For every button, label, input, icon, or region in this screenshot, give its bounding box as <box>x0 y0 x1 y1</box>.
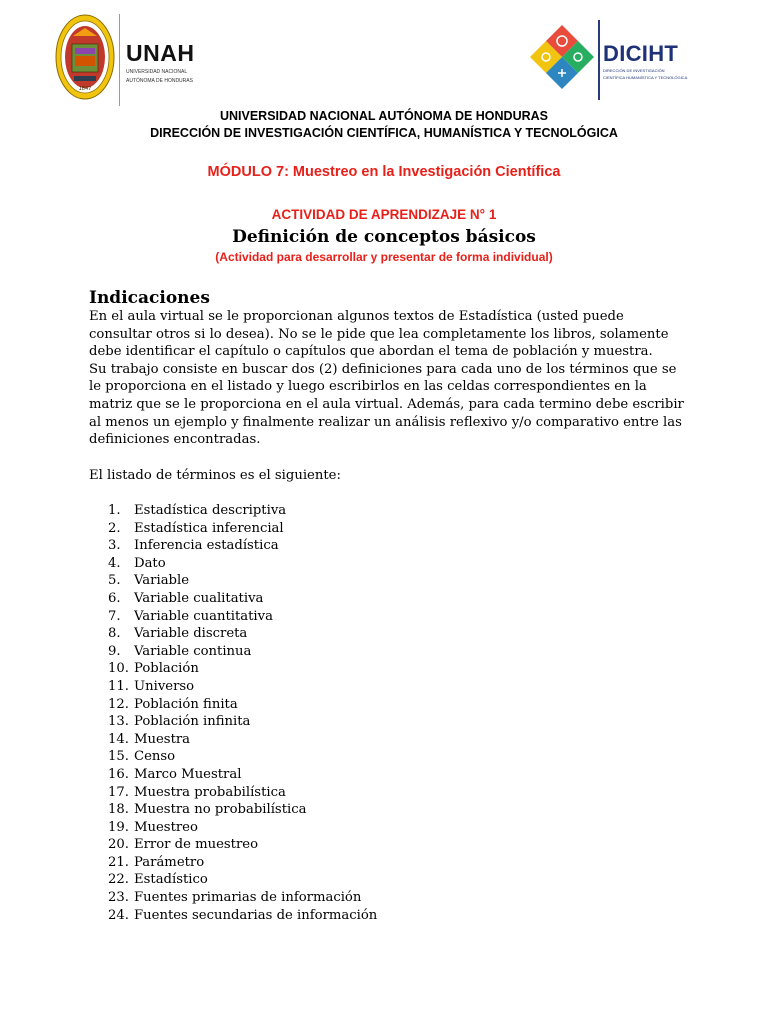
university-name: UNIVERSIDAD NACIONAL AUTÓNOMA DE HONDURAS <box>219 109 548 123</box>
list-item-number: 12. <box>108 696 129 712</box>
list-item <box>108 889 377 907</box>
list-item <box>108 502 377 520</box>
list-item <box>108 748 377 766</box>
list-item-number: 23. <box>108 890 129 906</box>
diciht-logo <box>530 25 594 89</box>
list-item-number: 15. <box>108 749 129 765</box>
list-item-text: Población finita <box>134 696 238 712</box>
list-item <box>108 907 377 925</box>
list-item <box>108 590 377 608</box>
list-item <box>108 854 377 872</box>
list-item-number: 2. <box>108 520 121 536</box>
list-item <box>108 871 377 889</box>
list-item-text: Población <box>134 661 199 677</box>
list-item-text: Muestra <box>134 731 191 747</box>
list-item <box>108 713 377 731</box>
list-item-text: Muestreo <box>134 819 198 835</box>
list-item-number: 20. <box>108 837 129 853</box>
list-item-text: Muestra probabilística <box>134 784 286 800</box>
instructions-paragraph-1: En el aula virtual se le proporcionan algunos textos de Estadística (usted puede consultar otros si lo desea). No se le pide que lea completamente los libros, solamente debe identificar el capítulo o capítulos que abordan el tema de población y muestra. <box>89 309 669 360</box>
unah-seal-logo <box>55 14 115 100</box>
list-item <box>108 731 377 749</box>
list-item-number: 5. <box>108 573 121 589</box>
document-header <box>0 0 768 108</box>
unah-subtitle-line2: AUTÓNOMA DE HONDURAS <box>126 78 193 84</box>
list-item-number: 3. <box>108 538 121 554</box>
list-item-text: Muestra no probabilística <box>134 802 307 818</box>
list-item-number: 4. <box>108 555 121 571</box>
unah-name: UNAH <box>126 40 195 66</box>
activity-note: (Actividad para desarrollar y presentar de forma individual) <box>215 250 553 264</box>
list-item-number: 19. <box>108 819 129 835</box>
unah-subtitle-line1: UNIVERSIDAD NACIONAL <box>126 69 188 75</box>
list-item <box>108 643 377 661</box>
activity-title: ACTIVIDAD DE APRENDIZAJE N° 1 <box>271 207 497 222</box>
list-item <box>108 819 377 837</box>
diciht-wordmark <box>603 42 687 80</box>
list-item-text: Variable discreta <box>134 626 248 642</box>
header-divider <box>119 14 120 106</box>
list-item <box>108 696 377 714</box>
list-item <box>108 678 377 696</box>
list-item-text: Población infinita <box>134 714 251 730</box>
list-item-text: Parámetro <box>134 854 205 870</box>
direction-name: DIRECCIÓN DE INVESTIGACIÓN CIENTÍFICA, HUMANÍSTICA Y TECNOLÓGICA <box>150 126 618 140</box>
list-intro: El listado de términos es el siguiente: <box>89 468 341 483</box>
list-item <box>108 836 377 854</box>
instructions-heading: Indicaciones <box>89 288 210 308</box>
unah-seal-year: 1847 <box>78 86 92 92</box>
list-item-number: 22. <box>108 872 129 888</box>
list-item-text: Error de muestreo <box>134 837 259 853</box>
list-item <box>108 766 377 784</box>
list-item-text: Dato <box>134 555 166 571</box>
list-item-text: Marco Muestral <box>134 766 242 782</box>
list-item-number: 17. <box>108 784 129 800</box>
list-item-number: 10. <box>108 661 129 677</box>
list-item-number: 9. <box>108 643 121 659</box>
list-item <box>108 572 377 590</box>
diciht-name: DICIHT <box>603 41 679 66</box>
instructions-body <box>89 308 689 449</box>
list-item-number: 14. <box>108 731 129 747</box>
definition-title: Definición de conceptos básicos <box>232 227 536 247</box>
list-item-text: Estadístico <box>134 872 208 888</box>
list-item-number: 6. <box>108 590 121 606</box>
list-item <box>108 520 377 538</box>
list-item-number: 18. <box>108 802 129 818</box>
list-item <box>108 608 377 626</box>
list-item-text: Estadística descriptiva <box>134 503 287 518</box>
list-item-number: 24. <box>108 907 129 923</box>
module-title: MÓDULO 7: Muestreo en la Investigación Científica <box>207 164 561 180</box>
list-item-text: Variable continua <box>134 643 252 659</box>
diciht-subtitle-line2: CIENTÍFICA HUMANÍSTICA Y TECNOLÓGICA <box>603 75 688 80</box>
list-item-number: 1. <box>108 503 121 518</box>
diciht-subtitle-line1: DIRECCIÓN DE INVESTIGACIÓN <box>603 68 665 73</box>
list-item-number: 21. <box>108 854 129 870</box>
list-item-text: Inferencia estadística <box>134 538 279 554</box>
list-item-number: 8. <box>108 626 121 642</box>
diciht-divider <box>598 20 600 100</box>
list-item-text: Variable <box>134 573 190 589</box>
list-item-number: 13. <box>108 714 129 730</box>
list-item <box>108 555 377 573</box>
instructions-paragraph-2: Su trabajo consiste en buscar dos (2) definiciones para cada uno de los términos que se le proporciona en el listado y luego escribirlos en las celdas correspondientes en la matriz que se le proporciona en el aula virtual. Además, para cada termino debe escribir al menos un ejemplo y finalmente realizar un análisis reflexivo y/o comparativo entre las definiciones encontradas. <box>89 361 684 448</box>
list-item-number: 16. <box>108 766 129 782</box>
list-item <box>108 660 377 678</box>
terms-list <box>108 502 377 924</box>
list-item <box>108 537 377 555</box>
list-item <box>108 784 377 802</box>
list-item <box>108 801 377 819</box>
list-item-text: Variable cualitativa <box>134 590 264 606</box>
list-item-text: Universo <box>134 678 195 694</box>
list-item <box>108 625 377 643</box>
list-item-text: Variable cuantitativa <box>134 608 273 624</box>
list-item-text: Estadística inferencial <box>134 520 284 536</box>
list-item-number: 11. <box>108 678 129 694</box>
list-item-number: 7. <box>108 608 121 624</box>
list-item-text: Fuentes primarias de información <box>134 890 362 906</box>
list-item-text: Fuentes secundarias de información <box>134 907 378 923</box>
list-item-text: Censo <box>134 749 176 765</box>
unah-wordmark <box>126 40 194 84</box>
